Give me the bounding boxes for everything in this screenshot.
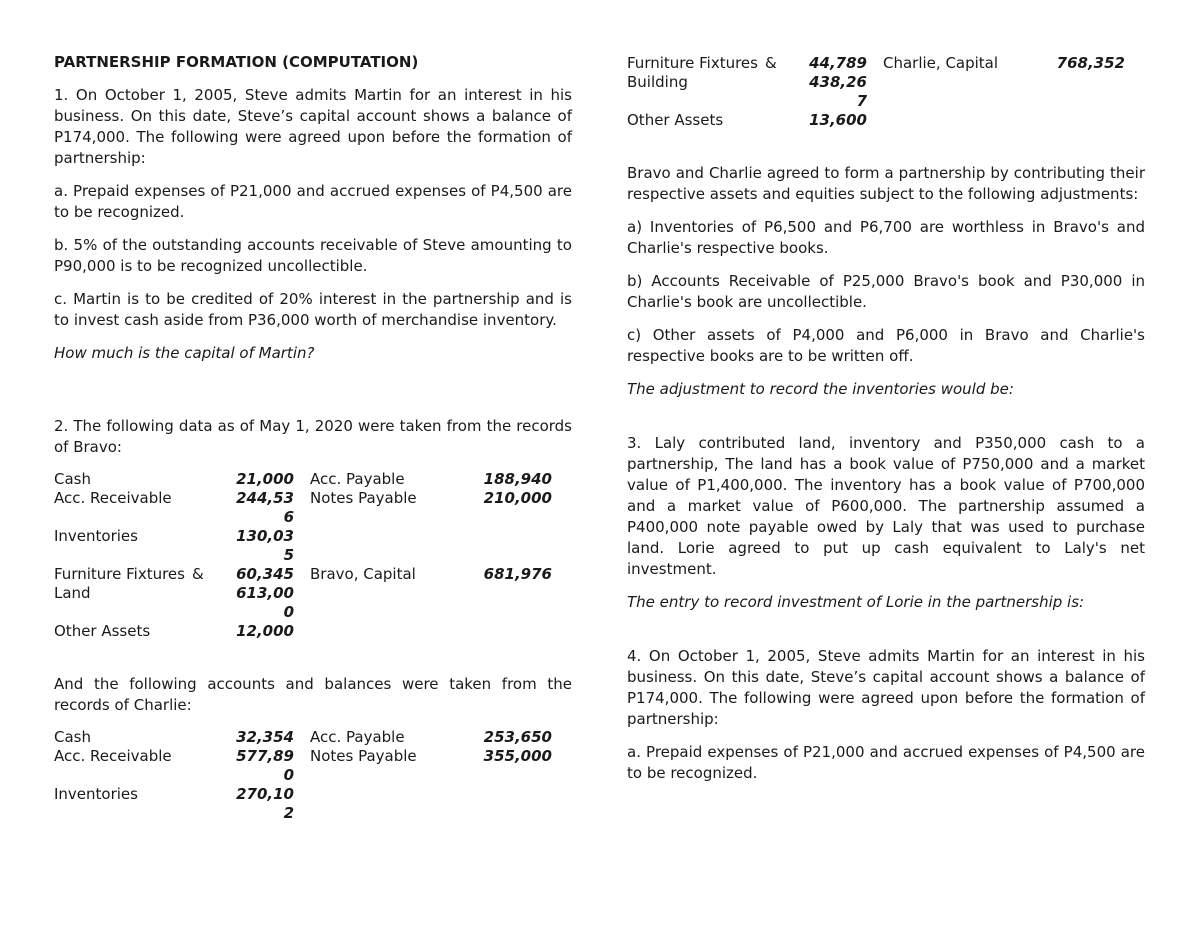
- table-row: Inventories 270,102: [54, 785, 294, 822]
- table-row: Furniture Fixtures & 44,789 Charlie, Capital 768,352: [627, 54, 1125, 72]
- table-row: Furniture Fixtures & 60,345 Bravo, Capital 681,976: [54, 565, 552, 583]
- q4-item-a: a. Prepaid expenses of P21,000 and accrued expenses of P4,500 are to be recognized.: [627, 743, 1145, 782]
- table-row: Acc. Receivable 577,890 Notes Payable 355,000: [54, 747, 552, 784]
- table-row: Inventories 130,035: [54, 527, 294, 564]
- charlie-table-continued: [627, 54, 1125, 130]
- table-row: Other Assets 12,000: [54, 622, 294, 640]
- left-column: [54, 52, 572, 835]
- q2-intro: 2. The following data as of May 1, 2020 were taken from the records of Bravo:: [54, 417, 572, 456]
- q1-question: How much is the capital of Martin?: [54, 344, 315, 362]
- table-row: Land 613,000: [54, 584, 294, 621]
- table-row: Acc. Receivable 244,536 Notes Payable 210,000: [54, 489, 552, 526]
- q1-intro: 1. On October 1, 2005, Steve admits Martin for an interest in his business. On this date, Steve’s capital account shows a balance of P174,000. The following were agreed upon before the formation of partnership:: [54, 86, 572, 167]
- charlie-intro: And the following accounts and balances were taken from the records of Charlie:: [54, 675, 572, 714]
- adjustment-c: c) Other assets of P4,000 and P6,000 in Bravo and Charlie's respective books are to be written off.: [627, 326, 1145, 365]
- right-column: [627, 52, 1145, 796]
- q4-intro: 4. On October 1, 2005, Steve admits Martin for an interest in his business. On this date, Steve’s capital account shows a balance of P174,000. The following were agreed upon before the formation of partnership:: [627, 647, 1145, 728]
- agreement-text: Bravo and Charlie agreed to form a partnership by contributing their respective assets and equities subject to the following adjustments:: [627, 164, 1145, 203]
- table-row: Other Assets 13,600: [627, 111, 867, 129]
- table-row: Cash 21,000 Acc. Payable 188,940: [54, 470, 552, 488]
- table-row: Building 438,267: [627, 73, 867, 110]
- q1-item-a: a. Prepaid expenses of P21,000 and accrued expenses of P4,500 are to be recognized.: [54, 182, 572, 221]
- charlie-table: [54, 728, 552, 823]
- bravo-table: [54, 470, 552, 641]
- q2-question: The adjustment to record the inventories would be:: [627, 380, 1014, 398]
- q1-item-c: c. Martin is to be credited of 20% interest in the partnership and is to invest cash aside from P36,000 worth of merchandise inventory.: [54, 290, 572, 329]
- page-title: PARTNERSHIP FORMATION (COMPUTATION): [54, 53, 419, 71]
- adjustment-b: b) Accounts Receivable of P25,000 Bravo's book and P30,000 in Charlie's book are uncollectible.: [627, 272, 1145, 311]
- adjustment-a: a) Inventories of P6,500 and P6,700 are worthless in Bravo's and Charlie's respective books.: [627, 218, 1145, 257]
- q1-item-b: b. 5% of the outstanding accounts receivable of Steve amounting to P90,000 is to be recognized uncollectible.: [54, 236, 572, 275]
- q3-text: 3. Laly contributed land, inventory and P350,000 cash to a partnership, The land has a book value of P750,000 and a market value of P1,400,000. The inventory has a book value of P700,000 and a market value of P600,000. The partnership assumed a P400,000 note payable owed by Laly that was used to purchase land. Lorie agreed to put up cash equivalent to Laly's net investment.: [627, 434, 1145, 578]
- table-row: Cash 32,354 Acc. Payable 253,650: [54, 728, 552, 746]
- q3-question: The entry to record investment of Lorie in the partnership is:: [627, 593, 1085, 611]
